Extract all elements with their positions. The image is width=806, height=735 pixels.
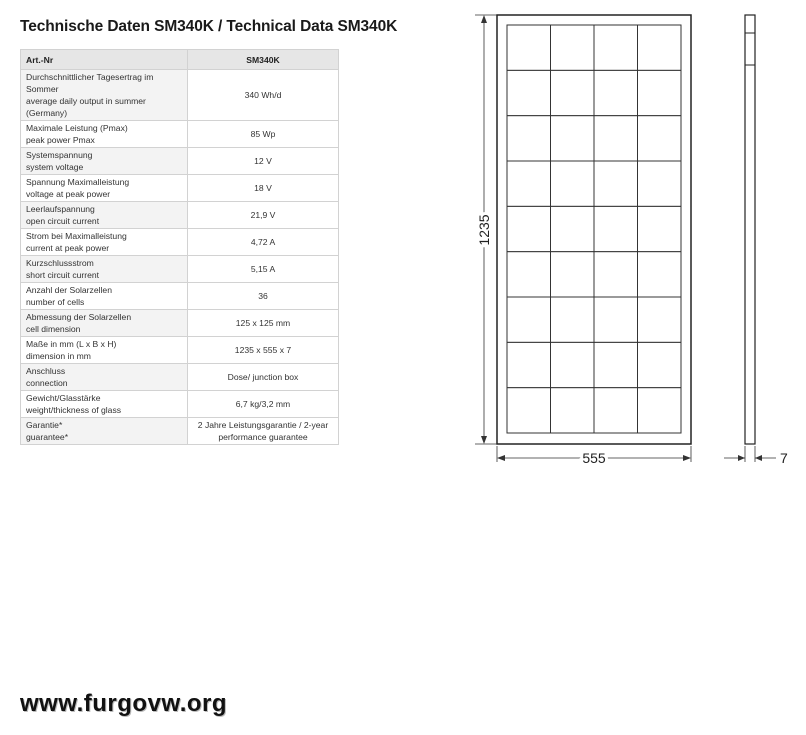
solar-cell [638, 70, 682, 115]
solar-cell [594, 70, 638, 115]
spec-value: 2 Jahre Leistungsgarantie / 2-year performance guarantee [188, 418, 339, 445]
solar-cell [594, 388, 638, 433]
spec-label-en: weight/thickness of glass [26, 405, 122, 415]
panel-side-view [745, 15, 755, 444]
spec-label-de: Kurzschlussstrom [26, 258, 94, 268]
spec-label-en: average daily output in summer (Germany) [26, 96, 146, 118]
watermark: www.furgovw.org [20, 690, 228, 717]
solar-cell [507, 342, 551, 387]
solar-cell [507, 161, 551, 206]
solar-cell [594, 297, 638, 342]
spec-label-en: peak power Pmax [26, 135, 95, 145]
spec-value: 36 [188, 283, 339, 310]
spec-label-de: Anzahl der Solarzellen [26, 285, 112, 295]
spec-label-en: short circuit current [26, 270, 100, 280]
solar-cell [507, 297, 551, 342]
solar-cell [551, 388, 595, 433]
spec-label-en: current at peak power [26, 243, 110, 253]
solar-cell [507, 252, 551, 297]
spec-value: Dose/ junction box [188, 364, 339, 391]
spec-label-de: Systemspannung [26, 150, 93, 160]
width-label: 555 [582, 450, 606, 466]
thickness-dimension [724, 446, 776, 462]
solar-cell [638, 116, 682, 161]
solar-cell [551, 252, 595, 297]
solar-cell [551, 161, 595, 206]
solar-cell [551, 297, 595, 342]
solar-cell [594, 25, 638, 70]
solar-cell [507, 25, 551, 70]
spec-label-de: Durchschnittlicher Tagesertrag im Sommer [26, 72, 154, 94]
junction-box [745, 33, 755, 65]
spec-value: 18 V [188, 175, 339, 202]
solar-cell [594, 342, 638, 387]
spec-label-de: Anschluss [26, 366, 66, 376]
spec-label-en: connection [26, 378, 68, 388]
spec-value: 125 x 125 mm [188, 310, 339, 337]
solar-cell [551, 206, 595, 251]
spec-label-en: cell dimension [26, 324, 81, 334]
spec-label-en: voltage at peak power [26, 189, 111, 199]
spec-label-de: Leerlaufspannung [26, 204, 95, 214]
solar-cell [638, 297, 682, 342]
solar-cell [551, 116, 595, 161]
spec-value: 5,15 A [188, 256, 339, 283]
header-value: SM340K [188, 50, 339, 70]
spec-value: 1235 x 555 x 7 [188, 337, 339, 364]
page-title: Technische Daten SM340K / Technical Data SM340K [20, 18, 398, 35]
solar-cell [551, 70, 595, 115]
spec-label-de: Maße in mm (L x B x H) [26, 339, 117, 349]
solar-cell-grid [507, 25, 681, 433]
solar-cell [551, 25, 595, 70]
solar-cell [638, 161, 682, 206]
solar-cell [638, 206, 682, 251]
solar-cell [638, 342, 682, 387]
spec-label-de: Spannung Maximalleistung [26, 177, 130, 187]
spec-value: 4,72 A [188, 229, 339, 256]
spec-label-de: Garantie* [26, 420, 63, 430]
spec-label-en: number of cells [26, 297, 85, 307]
spec-label-en: guarantee* [26, 432, 69, 442]
spec-value: 12 V [188, 148, 339, 175]
spec-value: 85 Wp [188, 121, 339, 148]
solar-cell [638, 252, 682, 297]
spec-label-de: Strom bei Maximalleistung [26, 231, 127, 241]
spec-label-en: open circuit current [26, 216, 100, 226]
solar-cell [638, 388, 682, 433]
spec-value: 21,9 V [188, 202, 339, 229]
solar-cell [594, 206, 638, 251]
solar-cell [507, 70, 551, 115]
thickness-label: 7 [780, 450, 788, 466]
header-label: Art.-Nr [21, 50, 188, 70]
height-label: 1235 [476, 214, 492, 246]
spec-label-en: system voltage [26, 162, 84, 172]
spec-value: 340 Wh/d [188, 70, 339, 121]
solar-cell [507, 116, 551, 161]
spec-value: 6,7 kg/3,2 mm [188, 391, 339, 418]
spec-label-de: Gewicht/Glasstärke [26, 393, 101, 403]
spec-label-de: Maximale Leistung (Pmax) [26, 123, 128, 133]
spec-label-de: Abmessung der Solarzellen [26, 312, 132, 322]
solar-cell [551, 342, 595, 387]
solar-cell [594, 252, 638, 297]
solar-cell [638, 25, 682, 70]
solar-cell [507, 206, 551, 251]
solar-cell [594, 116, 638, 161]
spec-label-en: dimension in mm [26, 351, 91, 361]
solar-cell [507, 388, 551, 433]
solar-cell [594, 161, 638, 206]
